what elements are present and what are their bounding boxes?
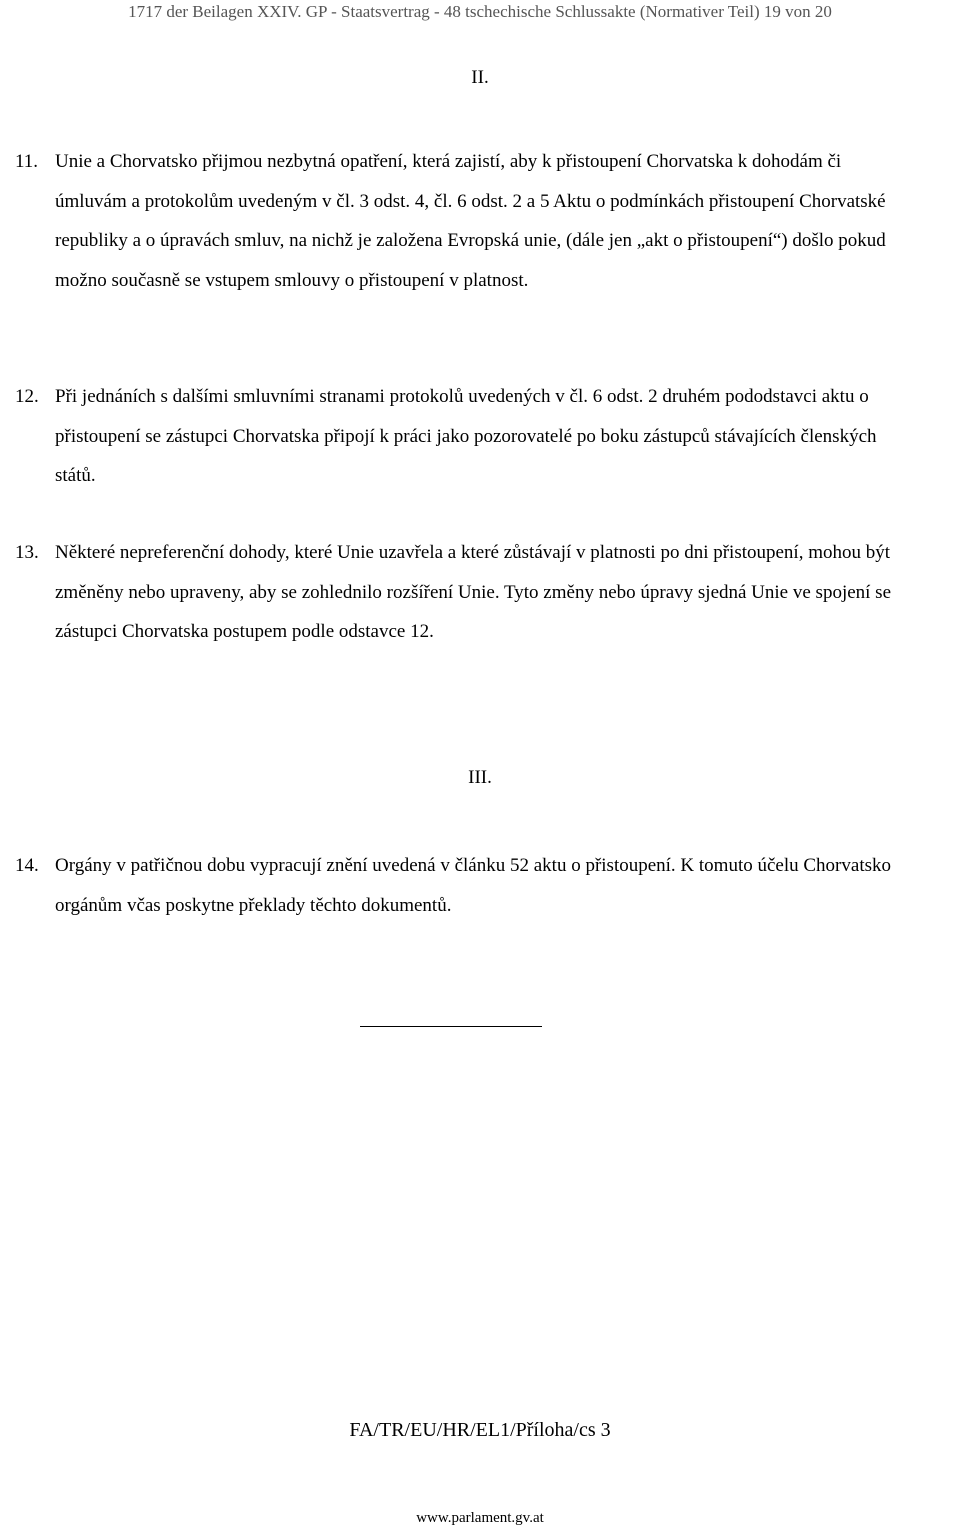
- paragraph-13: [15, 533, 915, 652]
- paragraph-text: Orgány v patřičnou dobu vypracují znění uvedená v článku 52 aktu o přistoupení. K tomuto účelu Chorvatsko orgánům včas poskytne překlady těchto dokumentů.: [55, 855, 891, 916]
- header-title: 1717 der Beilagen XXIV. GP - Staatsvertrag - 48 tschechische Schlussakte (Normativer Teil): [128, 2, 760, 21]
- header-page-indicator: 19 von 20: [763, 2, 832, 21]
- section-heading-iii: III.: [468, 767, 492, 788]
- page-header: [0, 2, 960, 22]
- paragraph-text: Unie a Chorvatsko přijmou nezbytná opatření, která zajistí, aby k přistoupení Chorvatska k dohodám či úmluvám a protokolům uvedeným v čl. 3 odst. 4, čl. 6 odst. 2 a 5 Aktu o podmínkách přistoupení Chorvatské republiky a o úpravách smluv, na nichž je založena Evropská unie, (dále jen „akt o přistoupení“) došlo pokud možno současně se vstupem smlouvy o přistoupení v platnost.: [55, 151, 886, 291]
- paragraph-14: [15, 846, 915, 925]
- document-reference: FA/TR/EU/HR/EL1/Příloha/cs 3: [349, 1419, 611, 1441]
- section-heading-ii: II.: [471, 67, 489, 88]
- paragraph-number: 14.: [15, 855, 39, 876]
- paragraph-text: Některé nepreferenční dohody, které Unie uzavřela a které zůstávají v platnosti po dni přistoupení, mohou být změněny nebo upraveny, aby se zohlednilo rozšíření Unie. Tyto změny nebo úpravy sjedná Unie ve spojení se zástupci Chorvatska postupem podle odstavce 12.: [55, 542, 892, 642]
- paragraph-number: 13.: [15, 542, 39, 563]
- paragraph-text: Při jednáních s dalšími smluvními stranami protokolů uvedených v čl. 6 odst. 2 druhém pododstavci aktu o přistoupení se zástupci Chorvatska připojí k práci jako pozorovatelé po boku zástupců stávajících členských států.: [55, 386, 877, 486]
- separator-line: [360, 1026, 542, 1027]
- paragraph-11: [15, 142, 915, 300]
- paragraph-12: [15, 377, 915, 496]
- paragraph-number: 12.: [15, 386, 39, 407]
- source-url-link[interactable]: www.parlament.gv.at: [416, 1510, 544, 1526]
- paragraph-number: 11.: [15, 151, 39, 172]
